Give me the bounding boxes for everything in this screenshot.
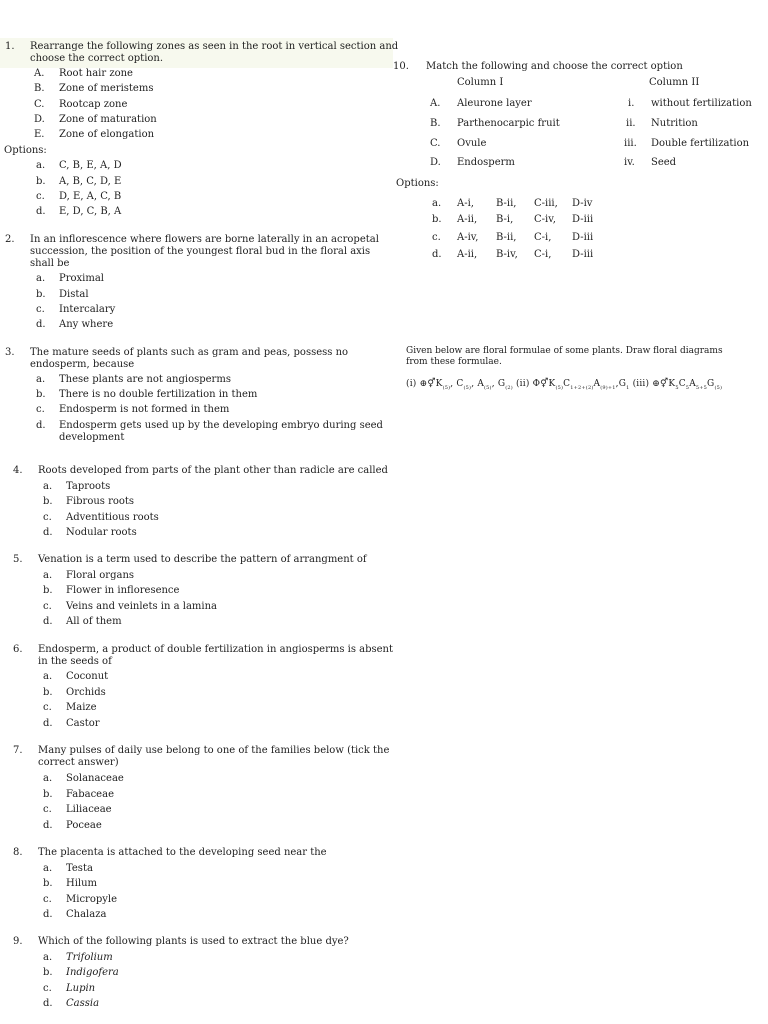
column-2-header: Column II — [649, 77, 700, 88]
question-number: 6. — [13, 644, 23, 655]
item-label: E. — [34, 129, 45, 140]
option-label: c. — [43, 804, 52, 815]
option-text: These plants are not angiosperms — [59, 374, 231, 385]
question-number: 5. — [13, 554, 23, 565]
option-text: There is no double fertilization in them — [59, 389, 258, 400]
option-label: d. — [43, 998, 53, 1009]
options-label: Options: — [396, 178, 439, 189]
option-text: Indigofera — [66, 967, 119, 978]
option-label: c. — [36, 404, 45, 415]
option-text: Distal — [59, 289, 89, 300]
formula-number: (ii) — [515, 379, 530, 389]
question-number: 9. — [13, 936, 23, 947]
formula-term: $K_{(5)}$ — [548, 379, 564, 391]
formula-term: $C_{(5)}$ — [456, 379, 472, 391]
question-stem-line: Given below are floral formulae of some plants. Draw floral diagrams — [406, 346, 723, 356]
formula-number: (iii) — [632, 379, 650, 389]
option-text: Nodular roots — [66, 527, 137, 538]
option-text: Fibrous roots — [66, 496, 135, 507]
option-label: a. — [36, 374, 46, 385]
match-text: Seed — [651, 157, 677, 168]
question-number: 8. — [13, 847, 23, 858]
option-label: b. — [43, 967, 53, 978]
option-text: Proximal — [59, 273, 105, 284]
option-label: b. — [43, 496, 53, 507]
option-pair: D-iv — [572, 198, 593, 209]
option-label: b. — [43, 585, 53, 596]
question-stem-line: In an inflorescence where flowers are borne laterally in an acropetal — [30, 234, 379, 245]
option-pair: B-i, — [496, 214, 514, 225]
question-stem-line: endosperm, because — [30, 359, 135, 370]
option-text: Castor — [66, 718, 100, 729]
match-label: B. — [430, 118, 441, 129]
bisexual-symbol-icon: ⚥ — [427, 379, 436, 389]
option-text: All of them — [66, 616, 122, 627]
option-label: a. — [43, 863, 53, 874]
option-text: Any where — [59, 319, 114, 330]
question-stem-line: Endosperm, a product of double fertilization in angiosperms is absent — [38, 644, 394, 655]
option-label: d. — [36, 206, 46, 217]
option-label: d. — [43, 718, 53, 729]
option-text: Chalaza — [66, 909, 107, 920]
option-text: Adventitious roots — [66, 512, 159, 523]
option-pair: A-i, — [457, 198, 474, 209]
question-number: 3. — [5, 347, 15, 358]
item-label: D. — [34, 114, 45, 125]
option-label: d. — [36, 420, 46, 431]
option-label: d. — [36, 319, 46, 330]
option-label: a. — [43, 952, 53, 963]
question-stem-line: Many pulses of daily use belong to one of the families below (tick the — [38, 745, 390, 756]
option-label: a. — [43, 570, 53, 581]
option-label: a. — [432, 198, 442, 209]
option-label: a. — [36, 160, 46, 171]
floral-formula-row: (i) $\oplus⚥K_{(5)}$, $C_{(5)}$, $A_{(5)}$, $G_{(2)}$ (ii) $\Phi⚥K_{(5)}C_{1+2+(2)}A_{(9)+1},G_1$ (iii) $\oplus⚥K_5C_5A_{5+5}G_{(5)}$ — [406, 379, 723, 391]
item-label: C. — [34, 99, 45, 110]
item-text: Zone of elongation — [59, 129, 155, 140]
option-pair: B-ii, — [496, 198, 517, 209]
question-stem-line: shall be — [30, 258, 70, 269]
question-stem-line: from these formulae. — [406, 357, 502, 367]
match-text: Endosperm — [457, 157, 515, 168]
option-label: d. — [43, 527, 53, 538]
question-stem-line: in the seeds of — [38, 656, 112, 667]
option-pair: C-i, — [534, 232, 552, 243]
option-text: Trifolium — [66, 952, 113, 963]
option-pair: C-iv, — [534, 214, 556, 225]
formula-term: $G_{(2)}$ — [497, 379, 513, 391]
option-label: c. — [36, 304, 45, 315]
option-text: Orchids — [66, 687, 106, 698]
option-label: a. — [36, 273, 46, 284]
item-text: Rootcap zone — [59, 99, 128, 110]
option-pair: B-ii, — [496, 232, 517, 243]
question-number: 7. — [13, 745, 23, 756]
match-label: D. — [430, 157, 441, 168]
option-label: a. — [43, 671, 53, 682]
formula-term: $A_{(5)}$ — [477, 379, 492, 391]
formula-term: $G_{(5)}$ — [707, 379, 723, 391]
formula-term: $K_5$ — [668, 379, 679, 391]
option-pair: A-ii, — [457, 249, 478, 260]
option-pair: A-iv, — [457, 232, 479, 243]
question-stem-line: Which of the following plants is used to extract the blue dye? — [38, 936, 349, 947]
option-label: d. — [43, 820, 53, 831]
option-label: c. — [432, 232, 441, 243]
actinomorphic-symbol-icon: ⊕ — [419, 379, 428, 389]
question-stem-line: Rearrange the following zones as seen in the root in vertical section and — [30, 41, 399, 52]
match-text: Ovule — [457, 138, 487, 149]
question-number: 2. — [5, 234, 15, 245]
question-stem-line: choose the correct option. — [30, 53, 164, 64]
question-stem-line: The placenta is attached to the developing seed near the — [38, 847, 327, 858]
formula-term: $C_5$ — [678, 379, 690, 391]
option-label: b. — [43, 687, 53, 698]
option-text: Floral organs — [66, 570, 135, 581]
option-text: E, D, C, B, A — [59, 206, 122, 217]
option-text: Taproots — [66, 481, 111, 492]
option-text: Cassia — [66, 998, 100, 1009]
option-text: Endosperm gets used up by the developing embryo during seed — [59, 420, 383, 431]
formula-number: (i) — [406, 379, 417, 389]
option-text: Flower in infloresence — [66, 585, 180, 596]
option-label: c. — [43, 894, 52, 905]
actinomorphic-symbol-icon: ⊕ — [652, 379, 661, 389]
question-number: 4. — [13, 465, 23, 476]
question-stem-line: The mature seeds of plants such as gram and peas, possess no — [30, 347, 349, 358]
question-stem-line: Venation is a term used to describe the pattern of arrangment of — [38, 554, 367, 565]
item-label: A. — [34, 68, 45, 79]
options-label: Options: — [4, 145, 47, 156]
option-text: Liliaceae — [66, 804, 112, 815]
formula-term: $A_{5+5}$ — [689, 379, 708, 391]
option-text: Micropyle — [66, 894, 118, 905]
option-text: Intercalary — [59, 304, 116, 315]
option-text: Poceae — [66, 820, 102, 831]
option-label: b. — [43, 789, 53, 800]
option-label: b. — [43, 878, 53, 889]
match-label: C. — [430, 138, 441, 149]
question-stem-line: Roots developed from parts of the plant other than radicle are called — [38, 465, 388, 476]
option-label: d. — [43, 616, 53, 627]
question-number: 1. — [5, 41, 15, 52]
option-label: a. — [43, 481, 53, 492]
option-pair: A-ii, — [457, 214, 478, 225]
column-1-header: Column I — [457, 77, 504, 88]
question-stem-line: correct answer) — [38, 757, 119, 768]
match-label: ii. — [626, 118, 636, 129]
formula-term: $K_{(5)}$ — [435, 379, 451, 391]
match-label: A. — [430, 98, 441, 109]
question-stem-line: succession, the position of the youngest floral bud in the floral axis — [30, 246, 371, 257]
option-label: c. — [43, 512, 52, 523]
bisexual-symbol-icon: ⚥ — [660, 379, 669, 389]
option-label: b. — [36, 389, 46, 400]
option-text: Fabaceae — [66, 789, 114, 800]
bisexual-symbol-icon: ⚥ — [540, 379, 549, 389]
zygomorphic-symbol-icon: Φ — [532, 379, 541, 389]
option-text: Lupin — [66, 983, 96, 994]
item-text: Zone of meristems — [59, 83, 154, 94]
option-label: b. — [36, 176, 46, 187]
formula-term: $G_1$ — [618, 379, 630, 391]
option-pair: B-iv, — [496, 249, 518, 260]
question-number: 10. — [393, 61, 409, 72]
option-label: c. — [43, 983, 52, 994]
option-label: c. — [43, 601, 52, 612]
option-text: Hilum — [66, 878, 98, 889]
item-label: B. — [34, 83, 45, 94]
option-text: Endosperm is not formed in them — [59, 404, 230, 415]
option-label: b. — [432, 214, 442, 225]
option-pair: C-i, — [534, 249, 552, 260]
option-label: b. — [36, 289, 46, 300]
option-pair: C-iii, — [534, 198, 558, 209]
option-text: A, B, C, D, E — [59, 176, 122, 187]
option-text: Coconut — [66, 671, 109, 682]
option-label: a. — [43, 773, 53, 784]
option-text: C, B, E, A, D — [59, 160, 122, 171]
option-text: Maize — [66, 702, 97, 713]
question-stem: Match the following and choose the correct option — [426, 61, 683, 72]
option-text-continued: development — [59, 432, 125, 443]
item-text: Zone of maturation — [59, 114, 157, 125]
match-label: i. — [628, 98, 635, 109]
option-pair: D-iii — [572, 249, 594, 260]
match-text: Aleurone layer — [457, 98, 532, 109]
formula-term: $C_{1+2+(2)}$ — [563, 379, 594, 391]
option-pair: D-iii — [572, 214, 594, 225]
match-text: Double fertilization — [651, 138, 750, 149]
option-label: d. — [432, 249, 442, 260]
match-text: Parthenocarpic fruit — [457, 118, 560, 129]
match-label: iii. — [624, 138, 637, 149]
option-label: d. — [43, 909, 53, 920]
match-text: Nutrition — [651, 118, 698, 129]
match-label: iv. — [624, 157, 635, 168]
option-text: Solanaceae — [66, 773, 124, 784]
option-text: Veins and veinlets in a lamina — [66, 601, 218, 612]
option-label: c. — [36, 191, 45, 202]
option-text: D, E, A, C, B — [59, 191, 122, 202]
option-label: c. — [43, 702, 52, 713]
formula-term: $A_{(9)+1}$ — [593, 379, 616, 391]
item-text: Root hair zone — [59, 68, 133, 79]
option-pair: D-iii — [572, 232, 594, 243]
match-text: without fertilization — [651, 98, 752, 109]
option-text: Testa — [66, 863, 93, 874]
